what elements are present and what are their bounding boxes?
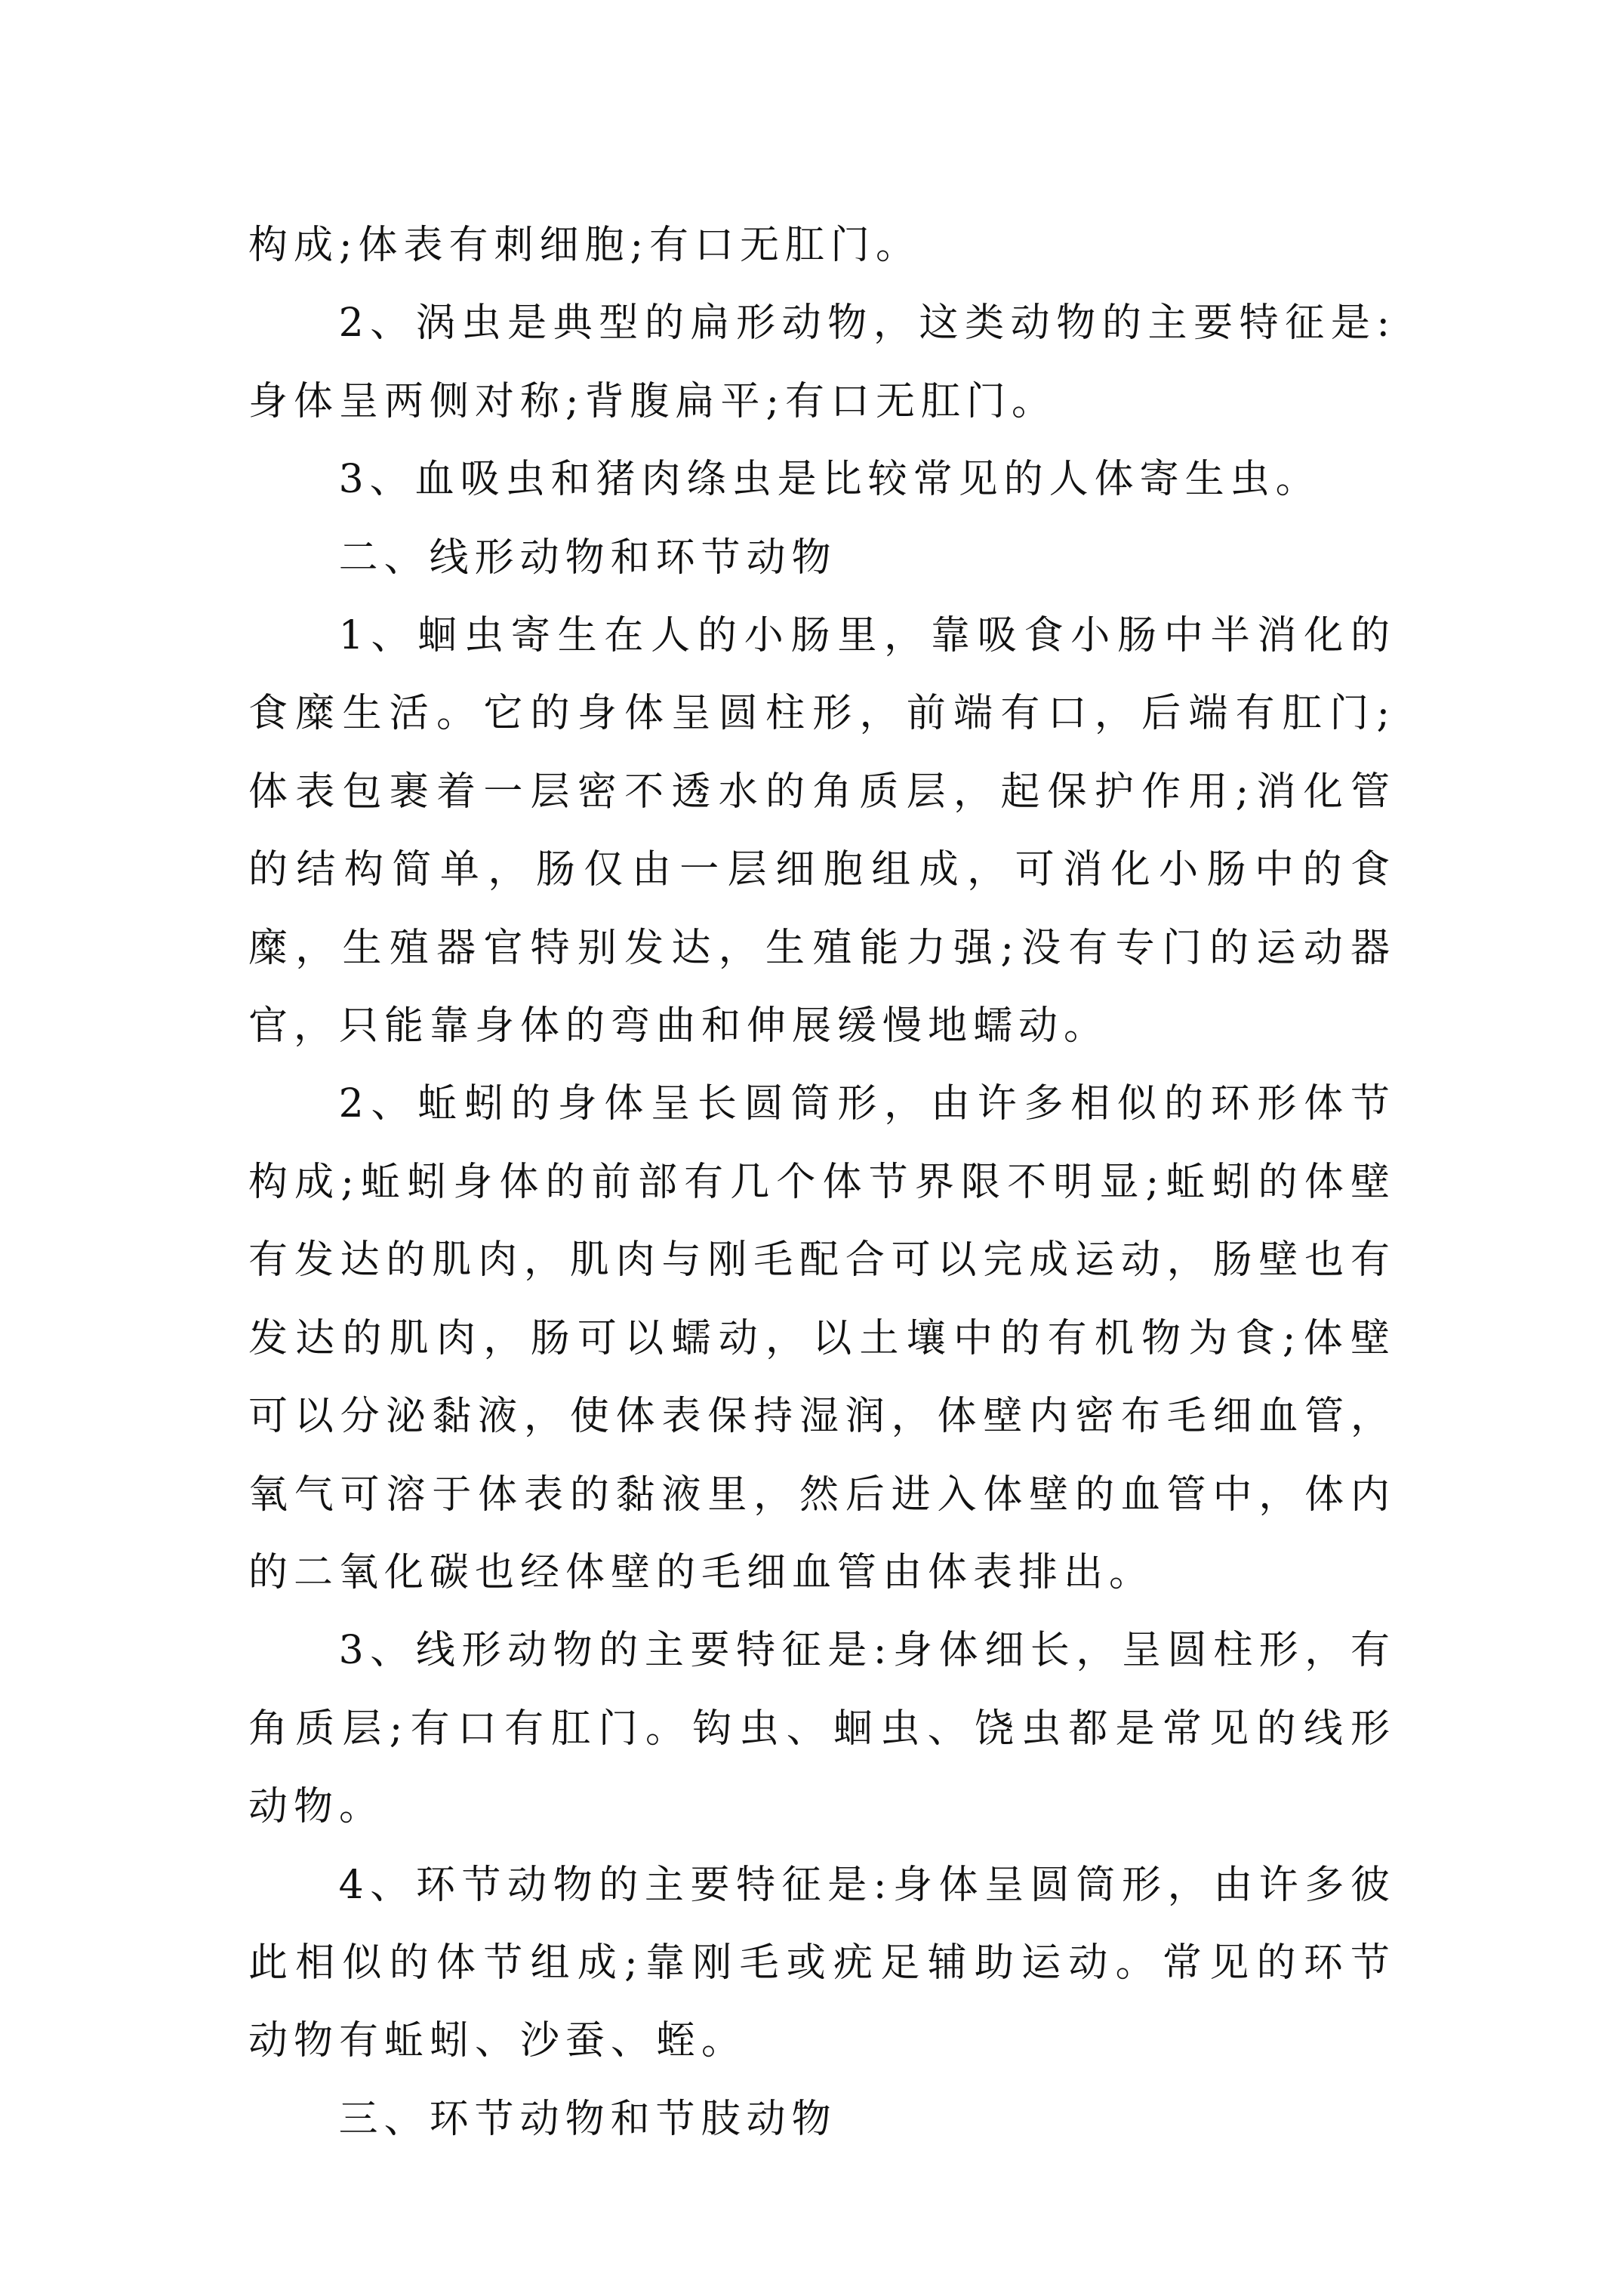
paragraph-roundworm: 1、蛔虫寄生在人的小肠里，靠吸食小肠中半消化的食糜生活。它的身体呈圆柱形，前端有口，后端有肛门;体表包裹着一层密不透水的角质层，起保护作用;消化管的结构简单，肠仅由一层细胞组成，可消化小肠中的食糜，生殖器官特别发达，生殖能力强;没有专门的运动器官，只能靠身体的弯曲和伸展缓慢地蠕动。	[248, 613, 1396, 1049]
paragraph-nematode-features: 3、线形动物的主要特征是:身体细长，呈圆柱形，有角质层;有口有肛门。钩虫、蛔虫、饶虫都是常见的线形动物。	[248, 1628, 1396, 1830]
paragraph-parasites: 3、血吸虫和猪肉绦虫是比较常见的人体寄生虫。	[338, 457, 1321, 503]
paragraph-annelid-features: 4、环节动物的主要特征是:身体呈圆筒形，由许多彼此相似的体节组成;靠刚毛或疣足辅助运动。常见的环节动物有蚯蚓、沙蚕、蛭。	[248, 1862, 1396, 2064]
section-heading-nematodes-annelids: 二、线形动物和环节动物	[338, 535, 837, 581]
paragraph-earthworm: 2、蚯蚓的身体呈长圆筒形，由许多相似的环形体节构成;蚯蚓身体的前部有几个体节界限不明显;蚯蚓的体壁有发达的肌肉，肌肉与刚毛配合可以完成运动，肠壁也有发达的肌肉，肠可以蠕动，以土壤中的有机物为食;体壁可以分泌黏液，使体表保持湿润，体壁内密布毛细血管，氧气可溶于体表的黏液里，然后进入体壁的血管中，体内的二氧化碳也经体壁的毛细血管由体表排出。	[248, 1081, 1396, 1595]
document-body	[248, 207, 1396, 2159]
paragraph-continuation: 构成;体表有刺细胞;有口无肛门。	[248, 223, 922, 268]
paragraph-flatworm: 2、涡虫是典型的扁形动物，这类动物的主要特征是:身体呈两侧对称;背腹扁平;有口无肛门。	[248, 300, 1396, 424]
section-heading-annelids-arthropods: 三、环节动物和节肢动物	[338, 2096, 837, 2142]
